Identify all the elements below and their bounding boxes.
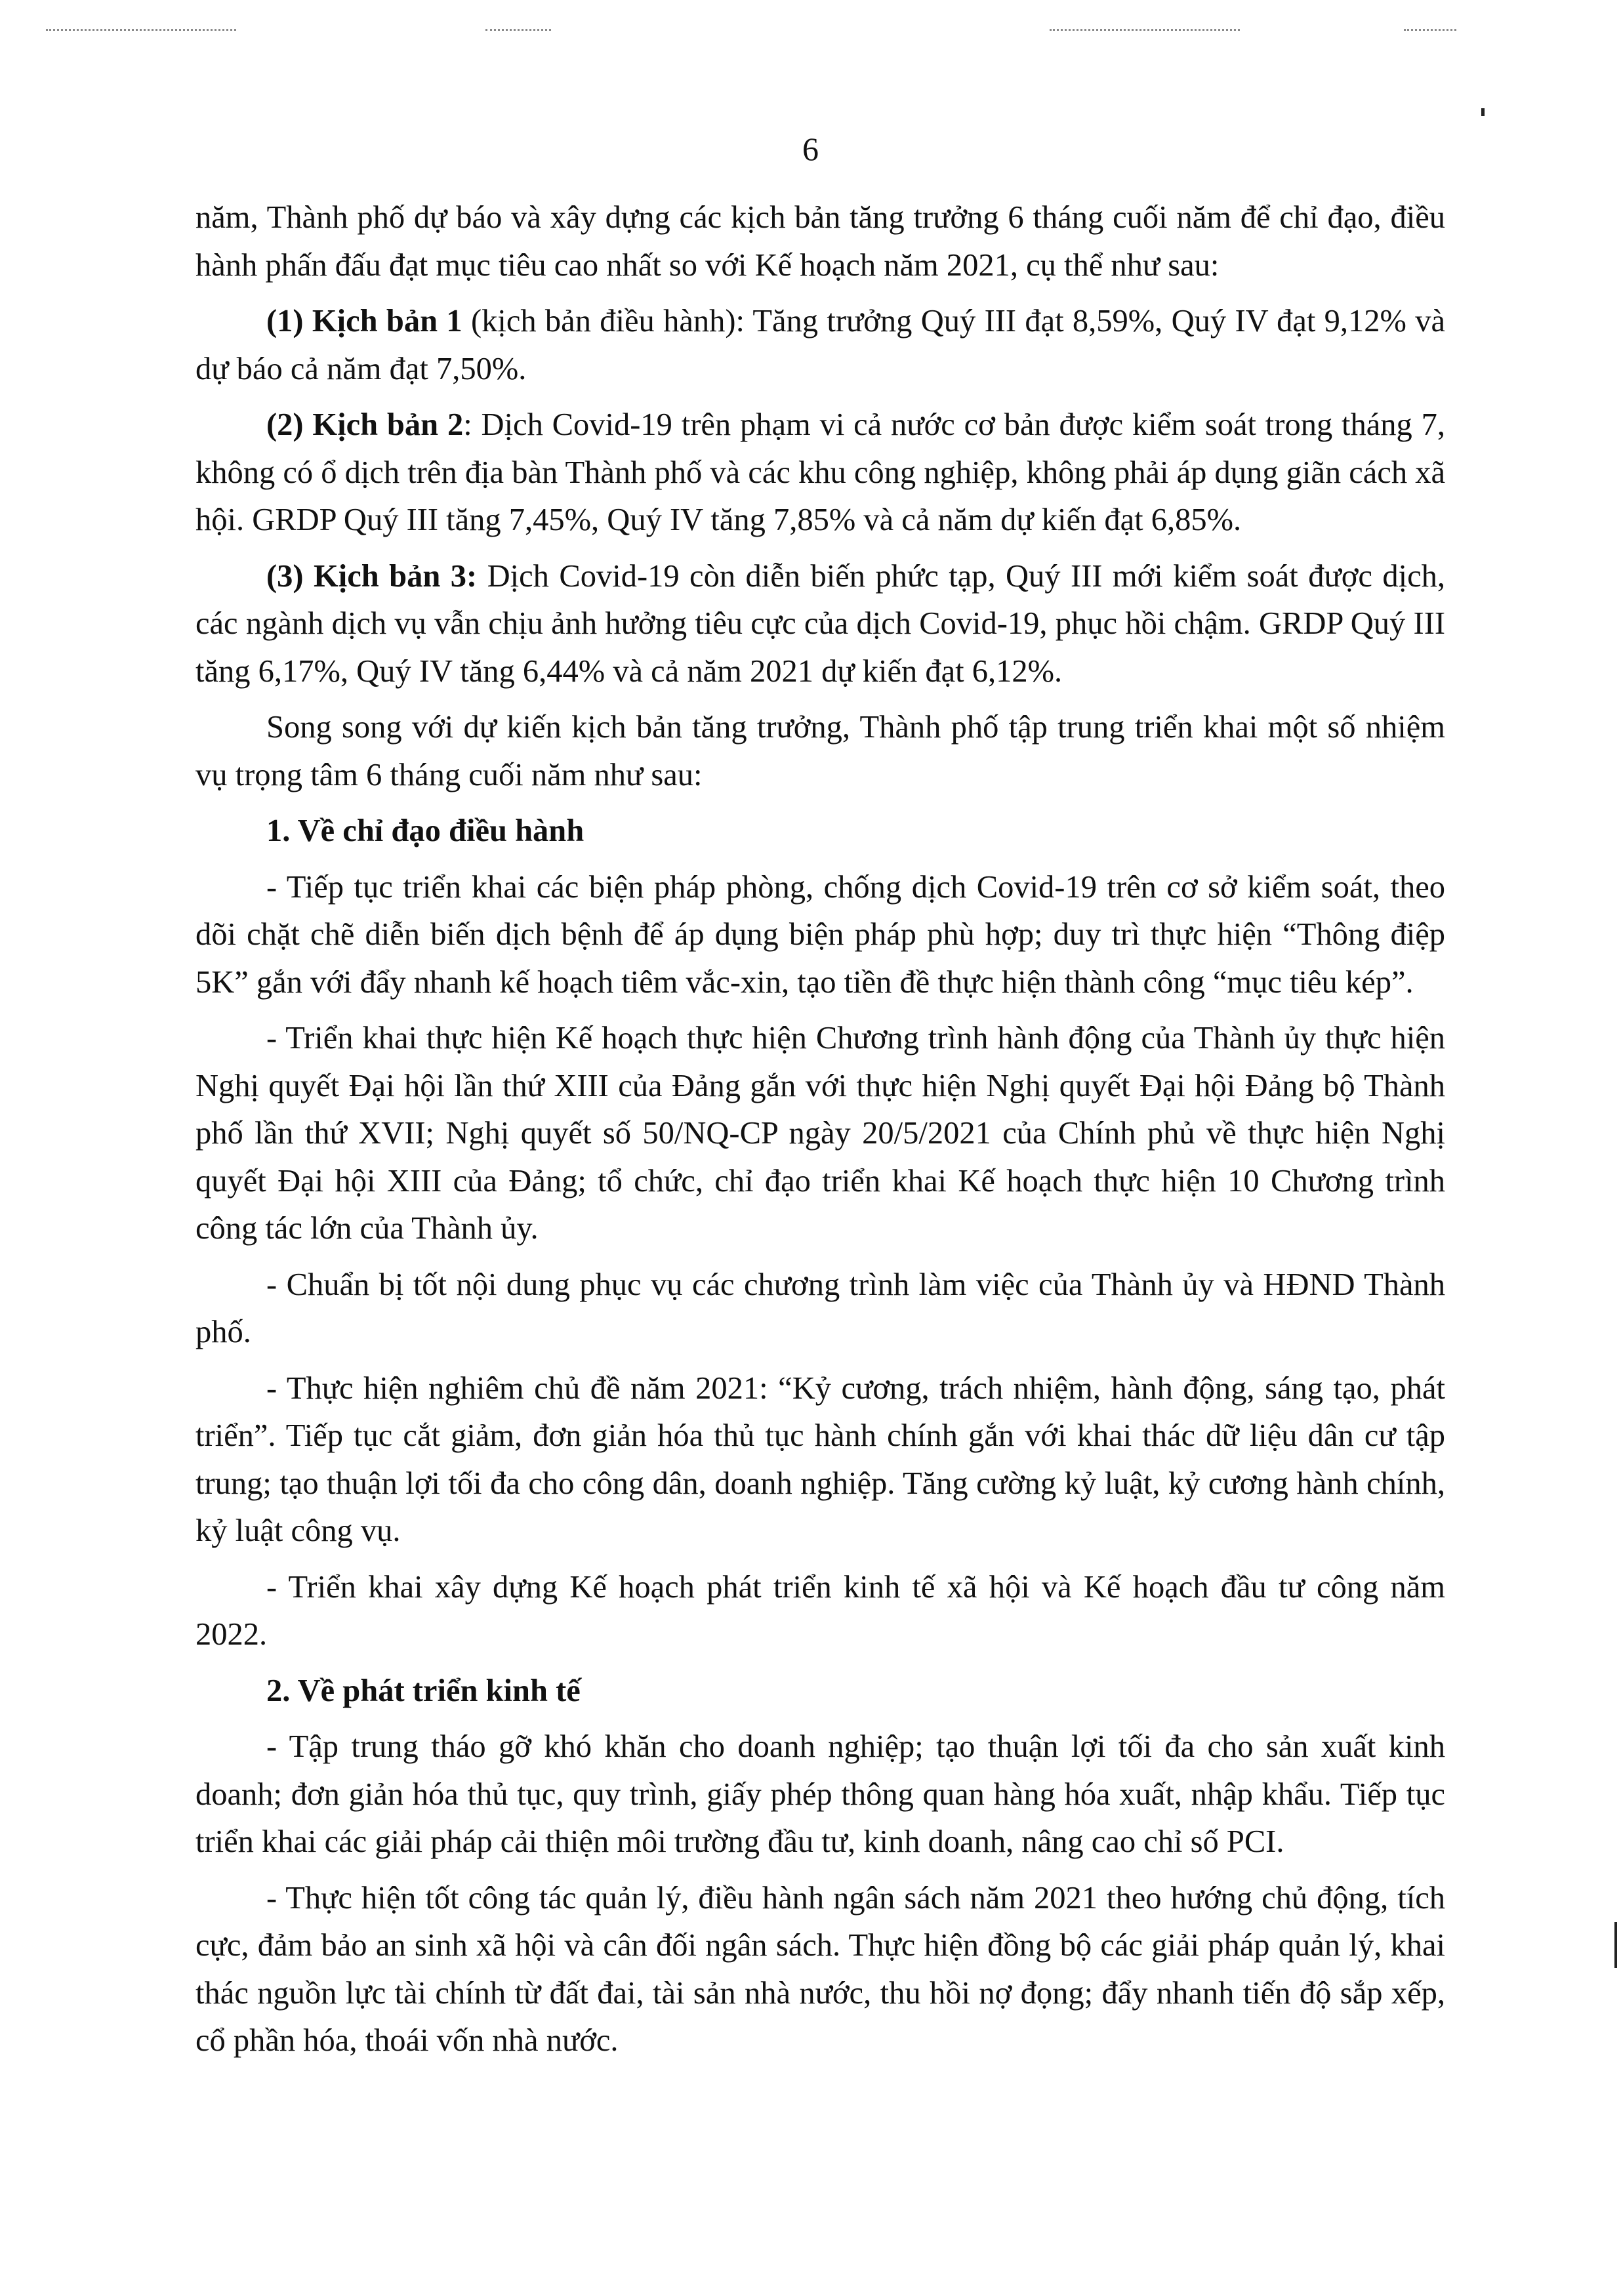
paragraph-scenario-3 [195,553,1445,696]
document-body [195,194,1445,2074]
paragraph-parallel-tasks: Song song với dự kiến kịch bản tăng trưởng, Thành phố tập trung triển khai một số nhiệm vụ trọng tâm 6 tháng cuối năm như sau: [195,710,1445,792]
scan-artifact-margin-line [1614,1922,1617,1968]
scenario-3-text: Dịch Covid-19 còn diễn biến phức tạp, Quý III mới kiểm soát được dịch, các ngành dịch vụ vẫn chịu ảnh hưởng tiêu cực của dịch Covid-19, phục hồi chậm. GRDP Quý III tăng 6,17%, Quý IV tăng 6,44% và cả năm 2021 dự kiến đạt 6,12%. [195,558,1445,689]
list-item-theme-2021: - Thực hiện nghiêm chủ đề năm 2021: “Kỷ cương, trách nhiệm, hành động, sáng tạo, phát triển”. Tiếp tục cắt giảm, đơn giản hóa thủ tục hành chính gắn với khai thác dữ liệu dân cư tập trung; tạo thuận lợi tối đa cho công dân, doanh nghiệp. Tăng cường kỷ luật, kỷ cương hành chính, kỷ luật công vụ. [195,1370,1445,1548]
page-number: 6 [802,131,819,167]
scan-artifact-top-far-right [1404,20,1456,31]
list-item-covid-prevention: - Tiếp tục triển khai các biện pháp phòng, chống dịch Covid-19 trên cơ sở kiểm soát, theo dõi chặt chẽ diễn biến dịch bệnh để áp dụng biện pháp phù hợp; duy trì thực hiện “Thông điệp 5K” gắn với đẩy nhanh kế hoạch tiêm vắc-xin, tạo tiền đề thực hiện thành công “mục tiêu kép”. [195,869,1445,1000]
scenario-2-label: (2) Kịch bản 2 [266,407,464,442]
scan-artifact-top-right [1050,20,1240,31]
scenario-3-label: (3) Kịch bản 3: [266,558,478,594]
list-item-action-program: - Triển khai thực hiện Kế hoạch thực hiện Chương trình hành động của Thành ủy thực hiện Nghị quyết Đại hội lần thứ XIII của Đảng gắn với thực hiện Nghị quyết Đại hội Đảng bộ Thành phố lần thứ XVII; Nghị quyết số 50/NQ-CP ngày 20/5/2021 của Chính phủ về thực hiện Nghị quyết Đại hội XIII của Đảng; tổ chức, chỉ đạo triển khai Kế hoạch thực hiện 10 Chương trình công tác lớn của Thành ủy. [195,1021,1445,1246]
list-item-plan-2022: - Triển khai xây dựng Kế hoạch phát triển kinh tế xã hội và Kế hoạch đầu tư công năm 2022. [195,1569,1445,1652]
section-heading-direction: 1. Về chỉ đạo điều hành [266,813,585,848]
scan-artifact-top-left [46,20,236,31]
scenario-2-text: : Dịch Covid-19 trên phạm vi cả nước cơ bản được kiểm soát trong tháng 7, không có ổ dịch trên địa bàn Thành phố và các khu công nghiệp, không phải áp dụng giãn cách xã hội. GRDP Quý III tăng 7,45%, Quý IV tăng 7,85% và cả năm dự kiến đạt 6,85%. [195,407,1445,537]
list-item-prepare-content: - Chuẩn bị tốt nội dung phục vụ các chương trình làm việc của Thành ủy và HĐND Thành phố. [195,1267,1445,1349]
section-heading-economy: 2. Về phát triển kinh tế [266,1673,581,1708]
paragraph-intro-continuation: năm, Thành phố dự báo và xây dựng các kịch bản tăng trưởng 6 tháng cuối năm để chỉ đạo, điều hành phấn đấu đạt mục tiêu cao nhất so với Kế hoạch năm 2021, cụ thể như sau: [195,200,1445,283]
paragraph-scenario-2 [195,401,1445,544]
paragraph-scenario-1 [195,298,1445,393]
scenario-1-text: (kịch bản điều hành): Tăng trưởng Quý III đạt 8,59%, Quý IV đạt 9,12% và dự báo cả năm đạt 7,50%. [195,304,1445,386]
list-item-budget-management: - Thực hiện tốt công tác quản lý, điều hành ngân sách năm 2021 theo hướng chủ động, tích cực, đảm bảo an sinh xã hội và cân đối ngân sách. Thực hiện đồng bộ các giải pháp quản lý, khai thác nguồn lực tài chính từ đất đai, tài sản nhà nước, thu hồi nợ đọng; đẩy nhanh tiến độ sắp xếp, cổ phần hóa, thoái vốn nhà nước. [195,1880,1445,2058]
scan-artifact-top-center [485,20,551,31]
scan-artifact-speck [1481,108,1485,116]
list-item-business-support: - Tập trung tháo gỡ khó khăn cho doanh nghiệp; tạo thuận lợi tối đa cho sản xuất kinh doanh; đơn giản hóa thủ tục, quy trình, giấy phép thông quan hàng hóa xuất, nhập khẩu. Tiếp tục triển khai các giải pháp cải thiện môi trường đầu tư, kinh doanh, nâng cao chỉ số PCI. [195,1729,1445,1859]
scenario-1-label: (1) Kịch bản 1 [266,304,462,338]
